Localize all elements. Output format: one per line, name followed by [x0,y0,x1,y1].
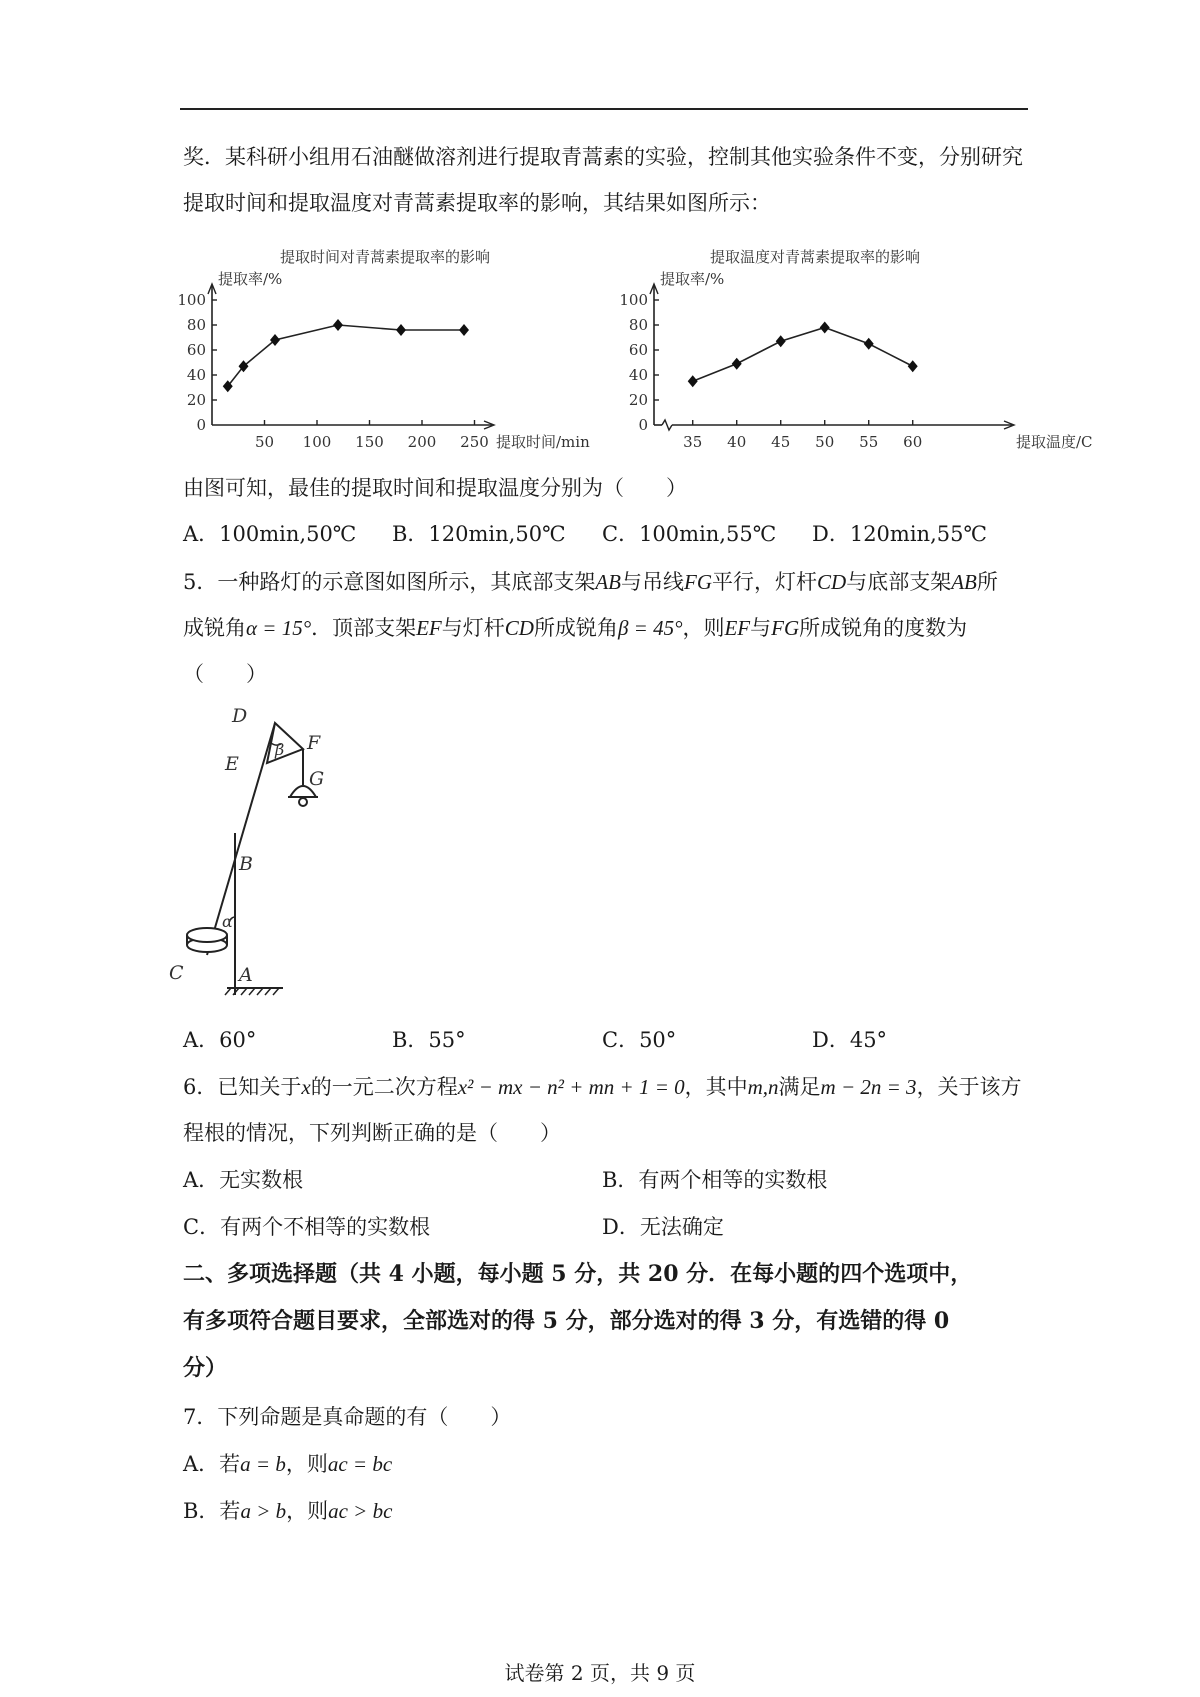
streetlight-figure [169,705,345,995]
label-beta: β [275,740,285,759]
lamp-bulb [299,798,307,806]
q4-option-c: C．100min,55℃ [602,522,777,546]
q5-line-1: 5．一种路灯的示意图如图所示，其底部支架AB与吊线FG平行，灯杆CD与底部支架AB所 [183,570,998,594]
chart-temp-axis-break [662,420,672,430]
chart-temp-title: 提取温度对青蒿素提取率的影响 [709,248,921,266]
chart-time-ytick-label: 100 [177,291,206,309]
label-g: G [309,768,325,790]
section2-line-1: 二、多项选择题（共 4 小题，每小题 5 分，共 20 分．在每小题的四个选项中， [183,1261,973,1287]
label-a: A [239,964,253,986]
chart-temp-ytick-label: 0 [638,416,648,434]
chart-temp-ytick-label: 100 [619,291,648,309]
label-d: D [232,705,248,727]
chart-temp-data-point [732,358,742,370]
chart-temp-ytick-label: 80 [628,316,648,334]
chart-time-ytick-label: 0 [196,416,206,434]
chart-temp-xtick-label: 40 [727,433,747,451]
chart-time-xtick-label: 50 [254,433,275,451]
chart-temp-data-point [864,338,874,350]
label-b: B [239,853,253,875]
header-rule [180,108,1028,110]
q5-line-2: 成锐角α = 15°．顶部支架EF与灯杆CD所成锐角β = 45°，则EF与FG所成锐角的度数为 [183,616,968,640]
chart-time-xtick-label: 200 [407,433,437,451]
q4-option-d: D．120min,55℃ [812,522,987,546]
chart-temp-series-line [693,328,913,382]
chart-time-data-point [270,334,280,346]
chart-temp-data-point [776,335,786,347]
chart-temp-xtick-label: 60 [903,433,923,451]
chart-time-ytick-label: 80 [186,316,206,334]
extraction-charts [0,240,1200,470]
pole-cd [207,723,275,955]
q7-option-b: B．若a > b，则ac > bc [183,1499,393,1523]
q6-option-c: C．有两个不相等的实数根 [183,1215,431,1239]
ground-hatch [225,988,279,995]
chart-time-series-line [228,325,464,386]
section2-line-2: 有多项符合题目要求，全部选对的得 5 分，部分选对的得 3 分，有选错的得 0 [183,1308,950,1334]
chart-temp-xtick-label: 35 [683,433,703,451]
chart-temp-xtick-label: 45 [771,433,791,451]
chart-time-ylabel: 提取率/% [218,270,283,288]
q7-option-a: A．若a = b，则ac = bc [183,1452,393,1476]
q6-option-d: D．无法确定 [602,1215,724,1239]
intro-line-2: 提取时间和提取温度对青蒿素提取率的影响，其结果如图所示： [183,191,771,215]
base-top [187,928,227,942]
chart-temp-xlabel: 提取温度/C [1016,433,1093,451]
q5-paren: （ ） [183,662,267,686]
q6-option-b: B．有两个相等的实数根 [602,1168,828,1192]
chart-time-xtick-label: 150 [355,433,384,451]
chart-time-data-point [396,324,406,336]
q7-stem: 7．下列命题是真命题的有（ ） [183,1405,512,1429]
intro-line-1: 奖．某科研小组用石油醚做溶剂进行提取青蒿素的实验，控制其他实验条件不变，分别研究 [183,145,1023,169]
chart-time-xtick-label: 100 [302,433,332,451]
chart-temp-data-point [820,322,830,334]
q4-stem: 由图可知，最佳的提取时间和提取温度分别为（ ） [183,476,687,500]
chart-time-xtick-label: 250 [460,433,489,451]
section2-line-3: 分） [183,1355,228,1381]
q5-option-c: C．50° [602,1028,677,1052]
label-alpha: α [222,912,233,931]
q6-line-2: 程根的情况，下列判断正确的是（ ） [183,1121,561,1145]
q6-option-a: A．无实数根 [183,1168,304,1192]
chart-time-xlabel: 提取时间/min [496,433,590,451]
chart-time-ytick-label: 40 [186,366,206,384]
q5-option-a: A．60° [183,1028,257,1052]
chart-temp-ytick-label: 20 [628,391,648,409]
label-c: C [169,962,184,984]
chart-temp-xtick-label: 50 [815,433,835,451]
chart-temp-ytick-label: 60 [628,341,648,359]
chart-time-data-point [333,319,343,331]
q6-line-1: 6．已知关于x的一元二次方程x² − mx − n² + mn + 1 = 0，其中m,n满足m − 2n = 3，关于该方 [183,1075,1022,1099]
chart-temp-data-point [908,360,918,372]
chart-time-data-point [459,324,469,336]
chart-temp-ylabel: 提取率/% [660,270,725,288]
chart-time-ytick-label: 60 [186,341,206,359]
label-f: F [307,732,321,754]
chart-time-ytick-label: 20 [186,391,206,409]
q5-option-b: B．55° [392,1028,466,1052]
page-footer: 试卷第 2 页，共 9 页 [504,1661,696,1685]
q4-option-a: A．100min,50℃ [183,522,357,546]
chart-temp-data-point [688,375,698,387]
q4-option-b: B．120min,50℃ [392,522,566,546]
q5-option-d: D．45° [812,1028,888,1052]
label-e: E [225,753,239,775]
chart-temp-ytick-label: 40 [628,366,648,384]
chart-temp-xtick-label: 55 [859,433,879,451]
chart-time-title: 提取时间对青蒿素提取率的影响 [279,248,491,266]
